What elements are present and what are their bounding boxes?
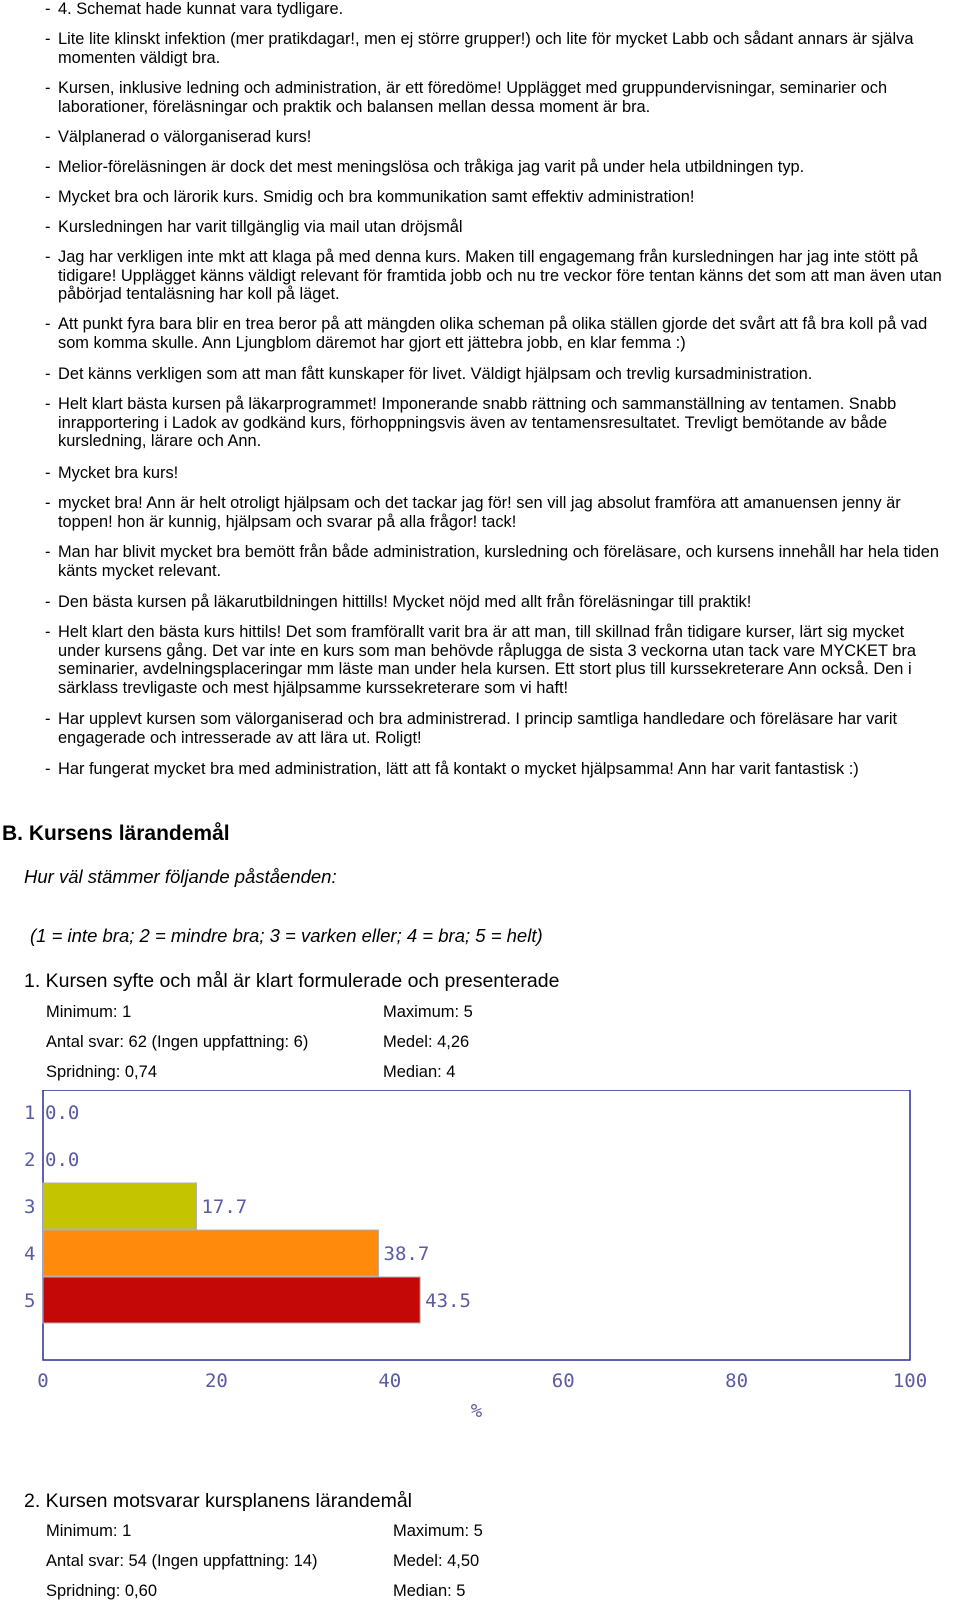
comment-dash: - <box>45 218 51 236</box>
comment-item <box>45 494 950 531</box>
comment-item <box>45 593 950 612</box>
comment-dash: - <box>45 30 51 48</box>
comment-dash: - <box>45 593 51 611</box>
q2-maximum: Maximum: 5 <box>393 1522 483 1540</box>
comment-dash: - <box>45 710 51 728</box>
value-label: 17.7 <box>201 1196 248 1218</box>
comment-text: Att punkt fyra bara blir en trea beror på att mängden olika scheman på olika ställen gjorde det svårt att få bra koll på vad som komma skulle. Ann Ljungblom däremot har gjort ett jättebra jobb, en klar femma :) <box>58 315 928 352</box>
bar-5 <box>43 1277 420 1323</box>
comment-text: Välplanerad o välorganiserad kurs! <box>58 128 312 146</box>
q1-median: Median: 4 <box>383 1063 456 1081</box>
q2-spread: Spridning: 0,60 <box>46 1582 157 1600</box>
comment-dash: - <box>45 188 51 206</box>
comment-dash: - <box>45 0 51 18</box>
q1-answers: Antal svar: 62 (Ingen uppfattning: 6) <box>46 1033 309 1051</box>
comment-item <box>45 128 950 147</box>
comment-dash: - <box>45 158 51 176</box>
x-tick-label: 0 <box>37 1370 49 1392</box>
comment-text: Jag har verkligen inte mkt att klaga på med denna kurs. Maken till engagemang från kursledningen har jag inte stött på tidigare! Upplägget känns väldigt relevant för framtida jobb och nu tre veckor före tentan känns det som att man även utan påbörjad tentaläsning har koll på läget. <box>58 248 942 303</box>
comment-item <box>45 710 950 747</box>
comment-dash: - <box>45 494 51 512</box>
category-label: 3 <box>24 1196 36 1218</box>
comment-text: Helt klart bästa kursen på läkarprogrammet! Imponerande snabb rättning och sammanställning av tentamen. Snabb inrapportering i Ladok av godkänd kurs, förhoppningsvis även av tentamensresultatet. Trevligt bemötande av både kursledning, lärare och Ann. <box>58 395 897 450</box>
value-label: 43.5 <box>425 1290 471 1312</box>
q1-minimum: Minimum: 1 <box>46 1003 132 1021</box>
comment-dash: - <box>45 543 51 561</box>
q2-minimum: Minimum: 1 <box>46 1522 132 1540</box>
comment-item <box>45 760 950 779</box>
q1-spread: Spridning: 0,74 <box>46 1063 157 1081</box>
comment-dash: - <box>45 79 51 97</box>
comment-text: Melior-föreläsningen är dock det mest meningslösa och tråkiga jag varit på under hela utbildningen typ. <box>58 158 805 176</box>
q1-chart-svg <box>18 1090 960 1430</box>
comment-dash: - <box>45 760 51 778</box>
section-title: B. Kursens lärandemål <box>2 822 230 845</box>
comment-text: Lite lite klinskt infektion (mer pratikdagar!, men ej större grupper!) och lite för mycket Labb och sådant annars är själva momenten väldigt bra. <box>58 30 914 67</box>
comment-dash: - <box>45 395 51 413</box>
x-tick-label: 40 <box>378 1370 402 1392</box>
category-label: 4 <box>24 1243 36 1265</box>
comment-text: Helt klart den bästa kurs hittils! Det som framförallt varit bra är att man, till skillnad från tidigare kurser, lärt sig mycket under kursens gång. Det var inte en kurs som man behövde råplugga de sista 3 veckorna utan tack vare MYCKET bra seminarier, avdelningsplaceringar mm läste man under hela kursen. Ett stort plus till kurssekreterare Ann också. Den i särklass trevligaste och mest hjälpsamme kurssekreterare som vi haft! <box>58 623 916 697</box>
x-axis-label: % <box>470 1400 483 1422</box>
value-label: 38.7 <box>383 1243 430 1265</box>
q1-bar-chart <box>18 1090 960 1430</box>
comment-text: Mycket bra och lärorik kurs. Smidig och bra kommunikation samt effektiv administration! <box>58 188 695 206</box>
comment-item <box>45 543 950 580</box>
comment-text: Har fungerat mycket bra med administration, lätt att få kontakt o mycket hjälpsamma! Ann har varit fantastisk :) <box>58 760 859 778</box>
q1-mean: Medel: 4,26 <box>383 1033 470 1051</box>
x-tick-label: 20 <box>204 1370 228 1392</box>
comment-item <box>45 158 950 177</box>
comment-text: Har upplevt kursen som välorganiserad och bra administrerad. I princip samtliga handledare och föreläsare har varit engagerade och intresserade av att lära ut. Roligt! <box>58 710 898 747</box>
category-label: 2 <box>24 1149 36 1171</box>
comment-dash: - <box>45 623 51 641</box>
comment-dash: - <box>45 128 51 146</box>
x-tick-label: 60 <box>551 1370 575 1392</box>
question-1-title: 1. Kursen syfte och mål är klart formulerade och presenterade <box>24 970 560 992</box>
comment-dash: - <box>45 464 51 482</box>
x-tick-label: 80 <box>725 1370 749 1392</box>
comment-text: Det känns verkligen som att man fått kunskaper för livet. Väldigt hjälpsam och trevlig kursadministration. <box>58 365 813 383</box>
comment-dash: - <box>45 365 51 383</box>
bar-3 <box>43 1183 196 1229</box>
comment-text: Kursen, inklusive ledning och administration, är ett föredöme! Upplägget med gruppundervisningar, seminarier och laborationer, föreläsningar och praktik och balansen mellan dessa moment är bra. <box>58 79 888 116</box>
comment-dash: - <box>45 315 51 333</box>
q2-median: Median: 5 <box>393 1582 466 1600</box>
category-label: 5 <box>24 1290 36 1312</box>
comment-item <box>45 0 950 19</box>
comment-item <box>45 365 950 384</box>
comment-item <box>45 464 950 483</box>
value-label: 0.0 <box>45 1149 80 1171</box>
comment-text: Mycket bra kurs! <box>58 464 179 482</box>
comment-text: Man har blivit mycket bra bemött från både administration, kursledning och föreläsare, och kursens innehåll har hela tiden känts mycket relevant. <box>58 543 940 580</box>
value-label: 0.0 <box>45 1102 80 1124</box>
comment-item <box>45 315 950 352</box>
comment-item <box>45 248 950 304</box>
category-label: 1 <box>24 1102 36 1124</box>
comment-item <box>45 79 950 116</box>
comment-dash: - <box>45 248 51 266</box>
comment-item <box>45 395 950 451</box>
question-2-title: 2. Kursen motsvarar kursplanens lärandemål <box>24 1490 413 1512</box>
bar-4 <box>43 1230 379 1276</box>
comment-item <box>45 30 950 67</box>
scale-description: (1 = inte bra; 2 = mindre bra; 3 = varken eller; 4 = bra; 5 = helt) <box>30 925 543 946</box>
comment-item <box>45 188 950 207</box>
q2-mean: Medel: 4,50 <box>393 1552 480 1570</box>
comment-text: Den bästa kursen på läkarutbildningen hittills! Mycket nöjd med allt från föreläsningar till praktik! <box>58 593 752 611</box>
q2-answers: Antal svar: 54 (Ingen uppfattning: 14) <box>46 1552 318 1570</box>
comment-item <box>45 623 950 697</box>
comment-text: Kursledningen har varit tillgänglig via mail utan dröjsmål <box>58 218 463 236</box>
comment-text: mycket bra! Ann är helt otroligt hjälpsam och det tackar jag för! sen vill jag absolut framföra att amanuensen jenny är toppen! hon är kunnig, hjälpsam och svarar på alla frågor! tack! <box>58 494 901 531</box>
q1-maximum: Maximum: 5 <box>383 1003 473 1021</box>
x-tick-label: 100 <box>892 1370 928 1392</box>
comment-item <box>45 218 950 237</box>
comment-text: 4. Schemat hade kunnat vara tydligare. <box>58 0 344 18</box>
section-intro: Hur väl stämmer följande påståenden: <box>24 866 337 887</box>
